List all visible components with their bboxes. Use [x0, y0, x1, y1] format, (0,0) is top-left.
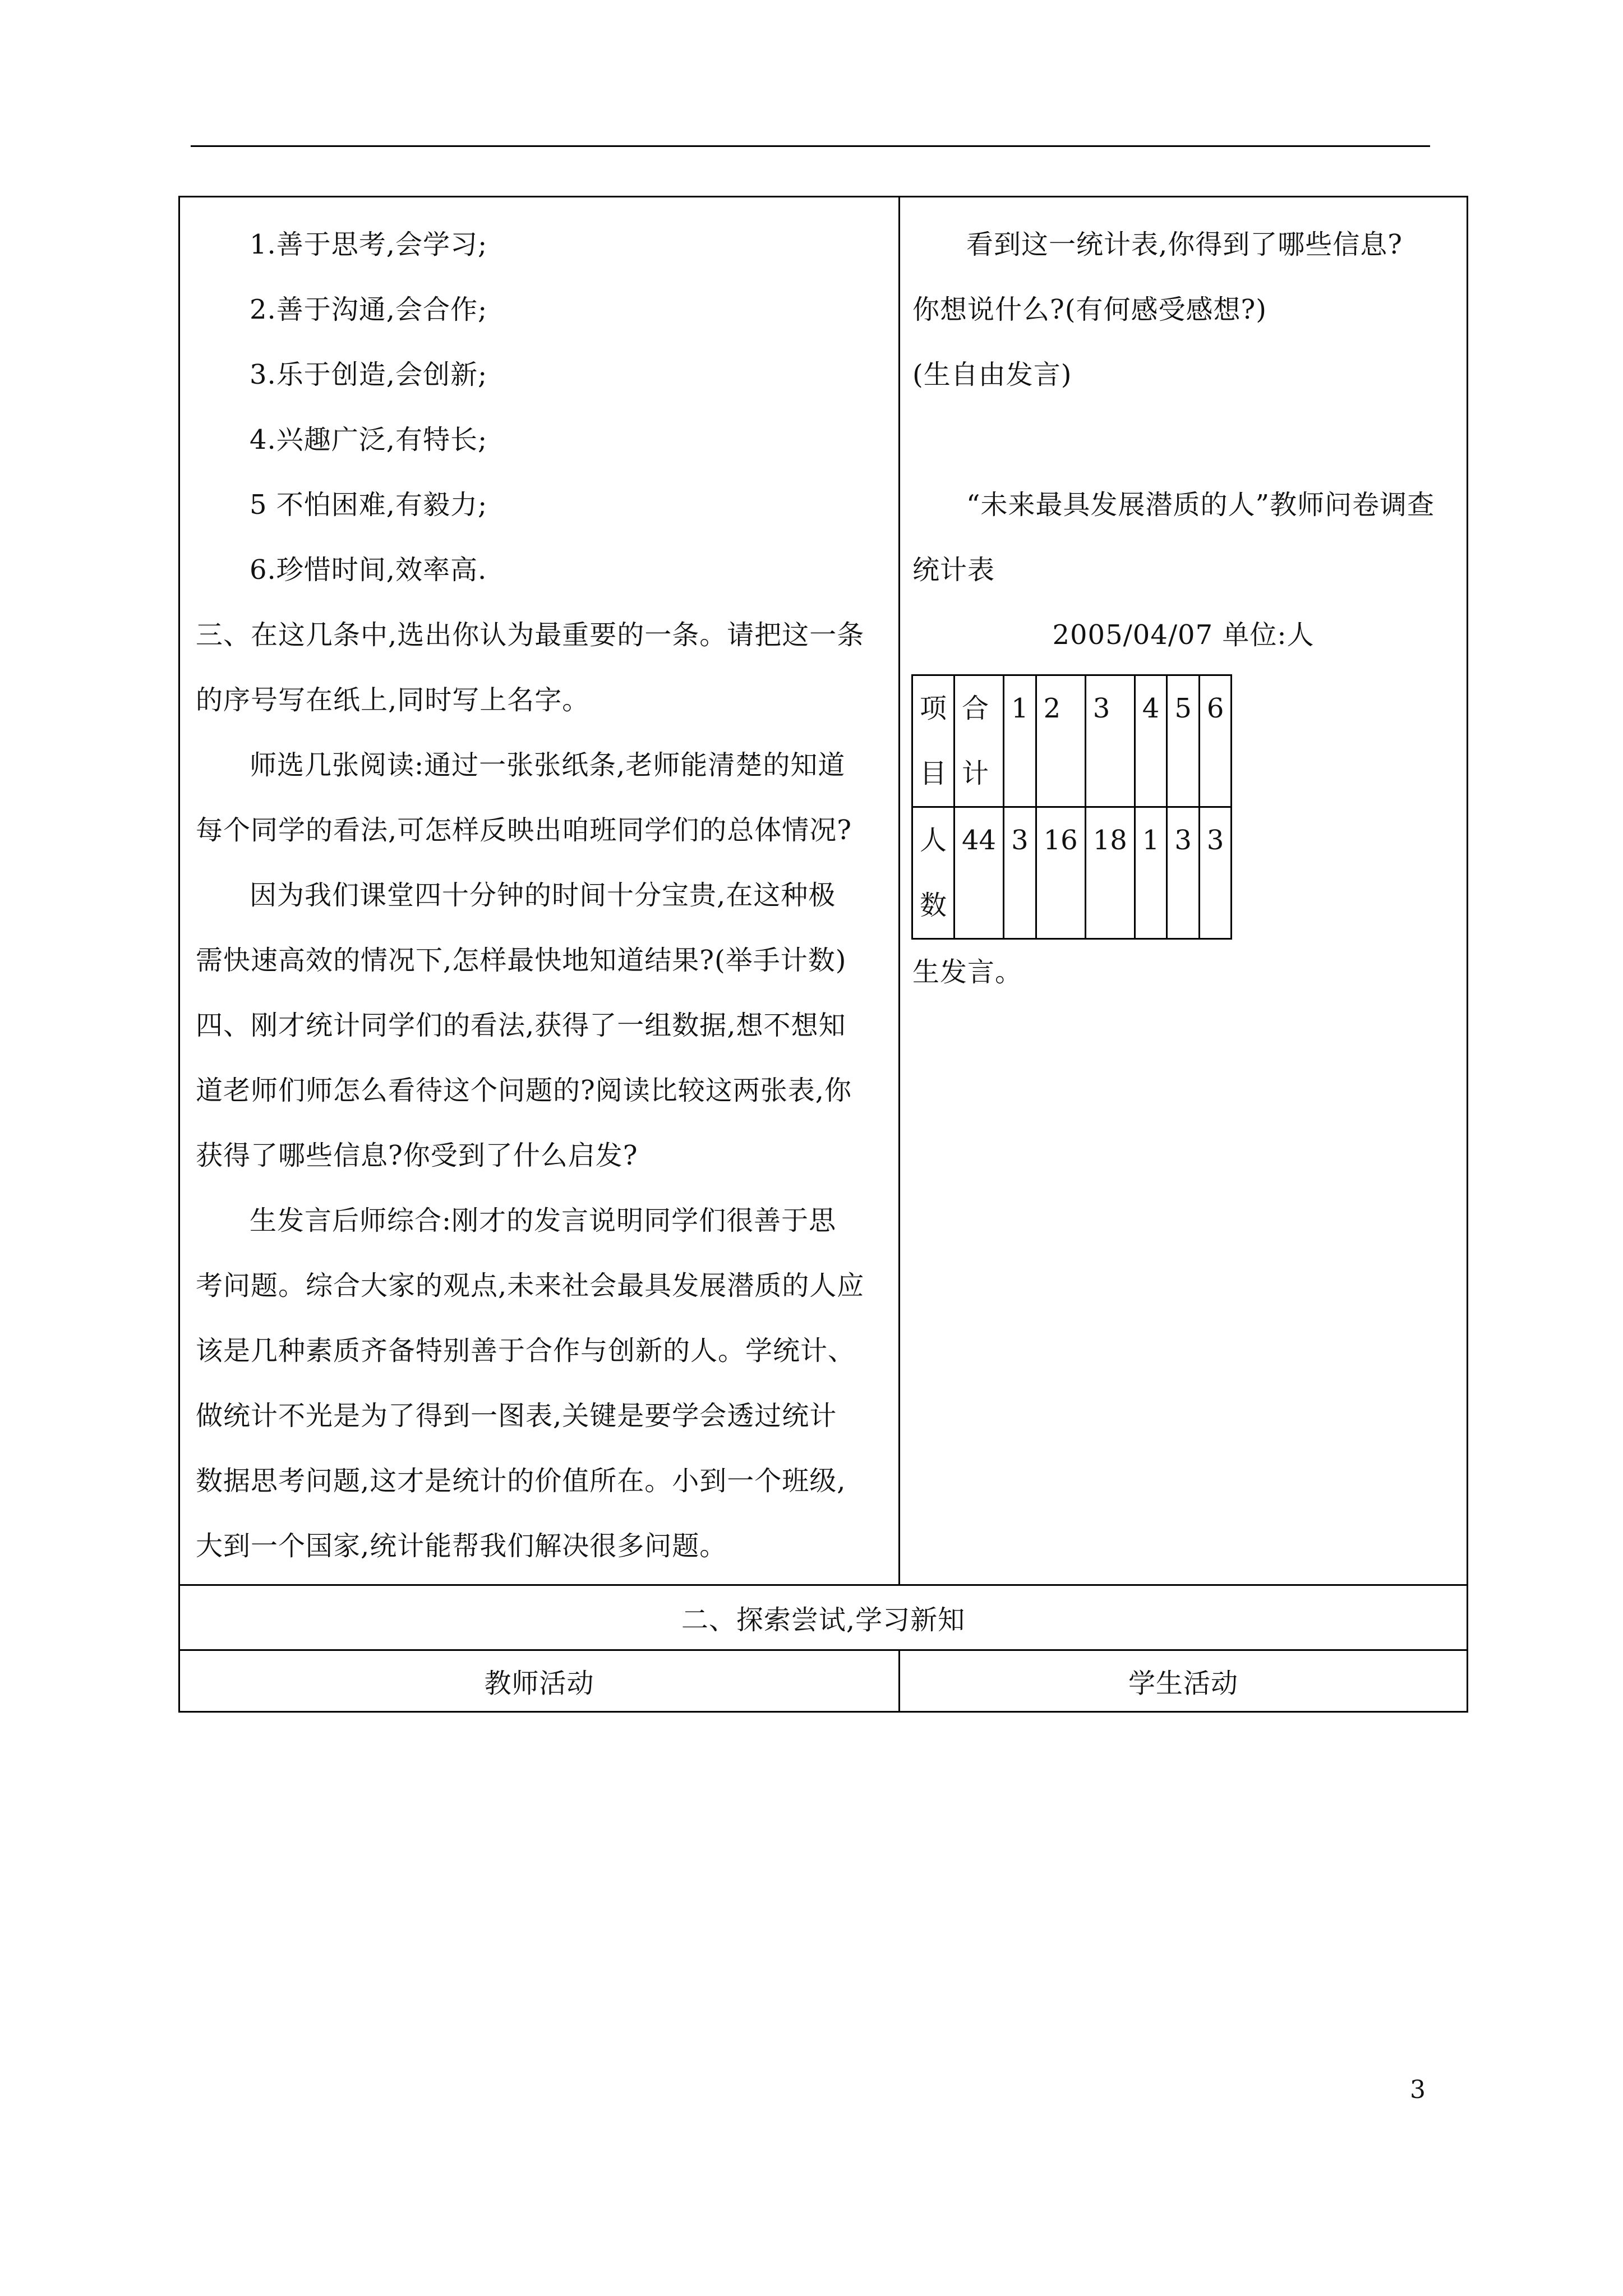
table-cell: 3	[1199, 807, 1232, 939]
table-cell: 44	[955, 807, 1004, 939]
student-activity-header: 学生活动	[900, 1650, 1468, 1712]
section-band-row	[179, 1585, 1468, 1650]
table-header-cell: 合 计	[955, 675, 1004, 807]
paragraph-line: 做统计不光是为了得到一图表,关键是要学会透过统计	[196, 1400, 837, 1432]
paragraph-line: 需快速高效的情况下,怎样最快地知道结果?(举手计数)	[196, 945, 847, 976]
paragraph-line: 考问题。综合大家的观点,未来社会最具发展潜质的人应	[196, 1270, 865, 1301]
table-cell: 3	[1167, 807, 1200, 939]
table-header-cell: 3	[1085, 675, 1135, 807]
list-item: 5 不怕困难,有毅力;	[250, 489, 488, 521]
table-cell: 16	[1036, 807, 1085, 939]
table-cell: 18	[1085, 807, 1135, 939]
table-cell: 1	[1135, 807, 1167, 939]
question-line: 你想说什么?(有何感受感想?)	[912, 294, 1267, 325]
table-header-cell: 项 目	[912, 675, 955, 807]
paragraph-line: 大到一个国家,统计能帮我们解决很多问题。	[196, 1530, 727, 1562]
survey-stat-table	[911, 674, 1232, 940]
table-cell: 人 数	[912, 807, 955, 939]
paragraph-line: 每个同学的看法,可怎样反映出咱班同学们的总体情况?	[196, 815, 852, 846]
content-row	[179, 197, 1468, 1585]
survey-title: “未来最具发展潜质的人”教师问卷调查	[966, 489, 1435, 521]
table-row	[912, 675, 1232, 807]
student-speech-note: 生发言。	[912, 956, 1023, 988]
section-3-line: 三、在这几条中,选出你认为最重要的一条。请把这一条	[196, 619, 865, 651]
table-header-cell: 4	[1135, 675, 1167, 807]
list-item: 6.珍惜时间,效率高.	[250, 554, 487, 586]
page-number: 3	[1410, 2076, 1426, 2104]
section-4-line: 获得了哪些信息?你受到了什么启发?	[196, 1140, 638, 1171]
table-header-cell: 1	[1004, 675, 1036, 807]
paragraph-line: 师选几张阅读:通过一张张纸条,老师能清楚的知道	[250, 749, 846, 781]
section-4-line: 四、刚才统计同学们的看法,获得了一组数据,想不想知	[196, 1010, 846, 1041]
table-cell: 3	[1004, 807, 1036, 939]
paragraph-line: 该是几种素质齐备特别善于合作与创新的人。学统计、	[196, 1335, 856, 1366]
list-item: 3.乐于创造,会创新;	[250, 359, 488, 390]
teacher-activity-header: 教师活动	[179, 1650, 900, 1712]
free-speech-note: (生自由发言)	[912, 359, 1072, 390]
table-header-cell: 6	[1199, 675, 1232, 807]
list-item: 2.善于沟通,会合作;	[250, 294, 488, 325]
table-header-cell: 2	[1036, 675, 1085, 807]
teacher-activity-cell	[179, 197, 900, 1585]
column-header-row	[179, 1650, 1468, 1712]
question-line: 看到这一统计表,你得到了哪些信息?	[966, 229, 1403, 260]
list-item: 4.兴趣广泛,有特长;	[250, 424, 488, 455]
paragraph-line: 数据思考问题,这才是统计的价值所在。小到一个班级,	[196, 1465, 846, 1497]
section-3-line: 的序号写在纸上,同时写上名字。	[196, 684, 590, 716]
survey-title: 统计表	[912, 554, 995, 586]
section-4-line: 道老师们师怎么看待这个问题的?阅读比较这两张表,你	[196, 1075, 852, 1106]
table-row	[912, 807, 1232, 939]
table-header-cell: 5	[1167, 675, 1200, 807]
date-unit: 2005/04/07 单位:人	[1052, 619, 1315, 651]
paragraph-line: 因为我们课堂四十分钟的时间十分宝贵,在这种极	[250, 880, 836, 911]
section-band: 二、探索尝试,学习新知	[179, 1585, 1468, 1650]
list-item: 1.善于思考,会学习;	[250, 229, 488, 260]
spacer	[912, 407, 1454, 472]
header-rule	[191, 145, 1430, 147]
lesson-table	[178, 196, 1468, 1713]
student-activity-cell	[900, 197, 1468, 1585]
paragraph-line: 生发言后师综合:刚才的发言说明同学们很善于思	[250, 1205, 837, 1236]
